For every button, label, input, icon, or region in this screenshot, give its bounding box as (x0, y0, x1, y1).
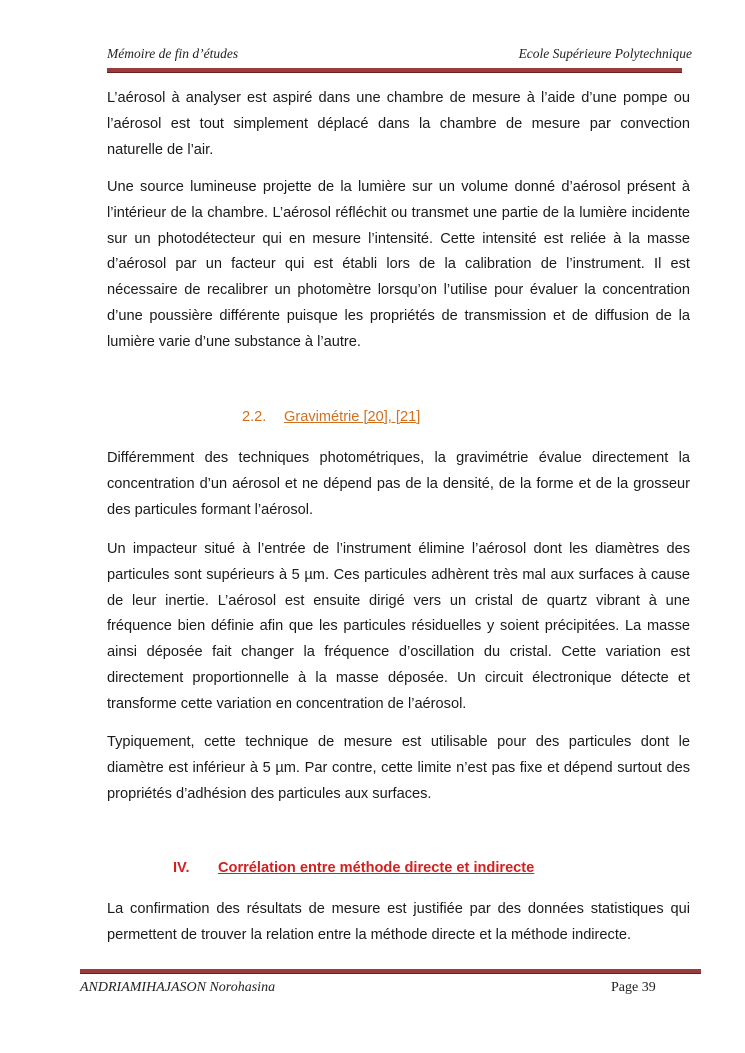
header-left-title: Mémoire de fin d’études (107, 46, 239, 61)
header-right-title: Ecole Supérieure Polytechnique (518, 46, 692, 61)
paragraph-confirmation: La confirmation des résultats de mesure est justifiée par des données statistiques qui permettent de trouver la relation entre la méthode directe et la méthode indirecte. (107, 901, 690, 943)
footer-page-number: Page 39 (611, 980, 656, 995)
paragraph-impactor: Un impacteur situé à l’entrée de l’instrument élimine l’aérosol dont les diamètres des particules sont supérieurs à 5 µm. Ces particules adhèrent très mal aux surfaces à cause de leur inertie. L’aérosol est ensuite dirigé vers un cristal de quartz vibrant à une fréquence bien définie afin que les particules résiduelles y soient précipitées. La masse ainsi déposée fait changer la fréquence d’oscillation du cristal. Cette variation est directement proportionnelle à la masse déposée. Un circuit électronique détecte et transforme cette variation en concentration de l’aérosol. (107, 541, 690, 712)
paragraph-aerosol-aspiration: L’aérosol à analyser est aspiré dans une chambre de mesure à l’aide d’une pompe ou l’aérosol est tout simplement déplacé dans la chambre de mesure par convection naturelle de l’air. (107, 90, 690, 158)
subheading-number: 2.2. (242, 409, 267, 425)
section-title: Corrélation entre méthode directe et indirecte (218, 860, 535, 876)
section-heading-correlation (173, 860, 534, 876)
header-rule (107, 68, 682, 73)
subheading-title: Gravimétrie [20], [21] (284, 409, 421, 425)
paragraph-typical-use: Typiquement, cette technique de mesure est utilisable pour des particules dont le diamètre est inférieur à 5 µm. Par contre, cette limite n’est pas fixe et dépend surtout des propriétés d’adhésion des particules aux surfaces. (107, 734, 690, 802)
paragraph-gravimetry-intro: Différemment des techniques photométriques, la gravimétrie évalue directement la concentration d’un aérosol et ne dépend pas de la densité, de la forme et de la grosseur des particules formant l’aérosol. (107, 450, 690, 518)
paragraph-light-source: Une source lumineuse projette de la lumière sur un volume donné d’aérosol présent à l’intérieur de la chambre. L’aérosol réfléchit ou transmet une partie de la lumière incidente sur un photodétecteur qui en mesure l’intensité. Cette intensité est reliée à la masse d’aérosol par un facteur qui est établi lors de la calibration de l’instrument. Il est nécessaire de recalibrer un photomètre lorsqu’on l’utilise pour évaluer la concentration d’une poussière différente puisque les propriétés de transmission et de diffusion de la lumière varie d’une substance à l’autre. (107, 179, 690, 350)
section-number: IV. (173, 860, 190, 876)
subheading-gravimetrie (242, 409, 420, 425)
footer-rule (80, 969, 701, 974)
footer-author: ANDRIAMIHAJASON Norohasina (80, 980, 276, 995)
